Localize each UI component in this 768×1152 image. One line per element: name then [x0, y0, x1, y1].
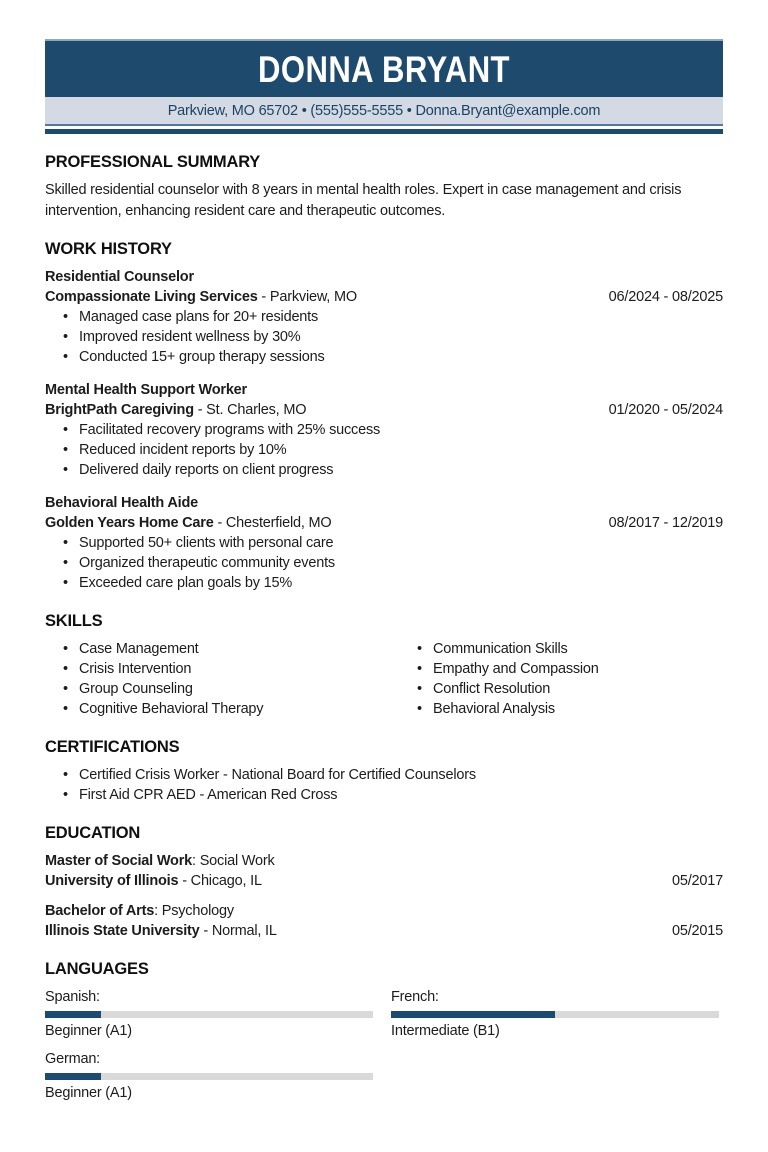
job-bullet: • Exceeded care plan goals by 15% [45, 573, 723, 593]
languages-heading: LANGUAGES [45, 960, 149, 978]
job-bullet: • Reduced incident reports by 10% [45, 440, 723, 460]
job-title: Behavioral Health Aide [45, 495, 198, 511]
school-location: - Normal, IL [199, 923, 277, 939]
job-bullets [45, 533, 723, 593]
job-bullet: • Managed case plans for 20+ residents [45, 307, 723, 327]
skill-item: • Case Management [45, 639, 399, 659]
skills-column-left [45, 639, 399, 719]
language-entry [45, 987, 373, 1041]
job-dates: 06/2024 - 08/2025 [608, 289, 723, 305]
job-dates: 08/2017 - 12/2019 [608, 515, 723, 531]
job-bullet: • Improved resident wellness by 30% [45, 327, 723, 347]
job-company-line [45, 513, 723, 533]
certifications-heading: CERTIFICATIONS [45, 738, 180, 756]
job-bullet: • Facilitated recovery programs with 25% success [45, 420, 723, 440]
language-entry [391, 987, 719, 1041]
language-progress-track [45, 1073, 373, 1080]
section-work-history [45, 239, 723, 593]
company-location: - Chesterfield, MO [213, 515, 332, 531]
education-heading: EDUCATION [45, 824, 141, 842]
summary-heading: PROFESSIONAL SUMMARY [45, 153, 261, 171]
education-date: 05/2017 [671, 873, 723, 889]
skill-item: • Group Counseling [45, 679, 399, 699]
degree-name: Bachelor of Arts [45, 903, 155, 919]
skills-heading: SKILLS [45, 612, 103, 630]
job-company-line [45, 287, 723, 307]
company-name: BrightPath Caregiving [45, 402, 194, 418]
skill-item: • Behavioral Analysis [399, 699, 723, 719]
school-location: - Chicago, IL [178, 873, 262, 889]
language-progress-fill [45, 1011, 101, 1018]
certification-list [45, 765, 723, 805]
company-location: - Parkview, MO [257, 289, 357, 305]
section-certifications [45, 737, 723, 805]
job-company [45, 400, 306, 420]
language-level: Beginner (A1) [45, 1023, 132, 1039]
language-entry [45, 1049, 373, 1103]
company-name: Compassionate Living Services [45, 289, 258, 305]
job-bullet: • Organized therapeutic community events [45, 553, 723, 573]
certification-item: • Certified Crisis Worker - National Board for Certified Counselors [45, 765, 723, 785]
school [45, 871, 262, 891]
header-banner [45, 39, 723, 97]
education-school-line [45, 871, 723, 891]
skill-item: • Empathy and Compassion [399, 659, 723, 679]
education-entry [45, 851, 723, 891]
skill-item: • Communication Skills [399, 639, 723, 659]
section-education [45, 823, 723, 941]
company-name: Golden Years Home Care [45, 515, 214, 531]
language-name: French: [391, 989, 439, 1005]
company-location: - St. Charles, MO [193, 402, 307, 418]
language-level: Intermediate (B1) [391, 1023, 500, 1039]
job-dates: 01/2020 - 05/2024 [608, 402, 723, 418]
work-history-heading: WORK HISTORY [45, 240, 172, 258]
degree-field: : Social Work [192, 853, 275, 869]
job-bullets [45, 420, 723, 480]
skills-columns [45, 639, 723, 719]
language-progress-fill [45, 1073, 101, 1080]
skill-item: • Cognitive Behavioral Therapy [45, 699, 399, 719]
language-level: Beginner (A1) [45, 1085, 132, 1101]
job-bullets [45, 307, 723, 367]
header-rule [45, 129, 723, 134]
job-entry [45, 493, 723, 593]
school [45, 921, 277, 941]
job-bullet: • Delivered daily reports on client progress [45, 460, 723, 480]
degree-field: : Psychology [154, 903, 234, 919]
education-degree-line [45, 901, 723, 921]
job-company [45, 287, 357, 307]
education-degree-line [45, 851, 723, 871]
school-name: University of Illinois [45, 873, 179, 889]
language-progress-track [45, 1011, 373, 1018]
job-title: Residential Counselor [45, 269, 194, 285]
job-bullet: • Supported 50+ clients with personal care [45, 533, 723, 553]
languages-grid [45, 987, 723, 1103]
skill-item: • Conflict Resolution [399, 679, 723, 699]
job-title: Mental Health Support Worker [45, 382, 247, 398]
language-progress-track [391, 1011, 719, 1018]
education-school-line [45, 921, 723, 941]
language-progress-fill [391, 1011, 555, 1018]
contact-info: Parkview, MO 65702 • (555)555-5555 • Donna.Bryant@example.com [167, 102, 601, 119]
job-company-line [45, 400, 723, 420]
contact-strip [45, 97, 723, 126]
school-name: Illinois State University [45, 923, 200, 939]
section-professional-summary [45, 152, 723, 221]
job-entry [45, 380, 723, 480]
section-skills [45, 611, 723, 719]
skill-item: • Crisis Intervention [45, 659, 399, 679]
candidate-name: DONNA BRYANT [258, 48, 510, 90]
job-entry [45, 267, 723, 367]
education-entry [45, 901, 723, 941]
section-languages [45, 959, 723, 1103]
education-date: 05/2015 [671, 923, 723, 939]
degree-name: Master of Social Work [45, 853, 193, 869]
summary-text: Skilled residential counselor with 8 years in mental health roles. Expert in case management and crisis intervention, enhancing resident care and therapeutic outcomes. [45, 182, 682, 219]
certification-item: • First Aid CPR AED - American Red Cross [45, 785, 723, 805]
job-bullet: • Conducted 15+ group therapy sessions [45, 347, 723, 367]
skills-column-right [399, 639, 723, 719]
job-company [45, 513, 331, 533]
language-name: German: [45, 1051, 101, 1067]
language-name: Spanish: [45, 989, 100, 1005]
